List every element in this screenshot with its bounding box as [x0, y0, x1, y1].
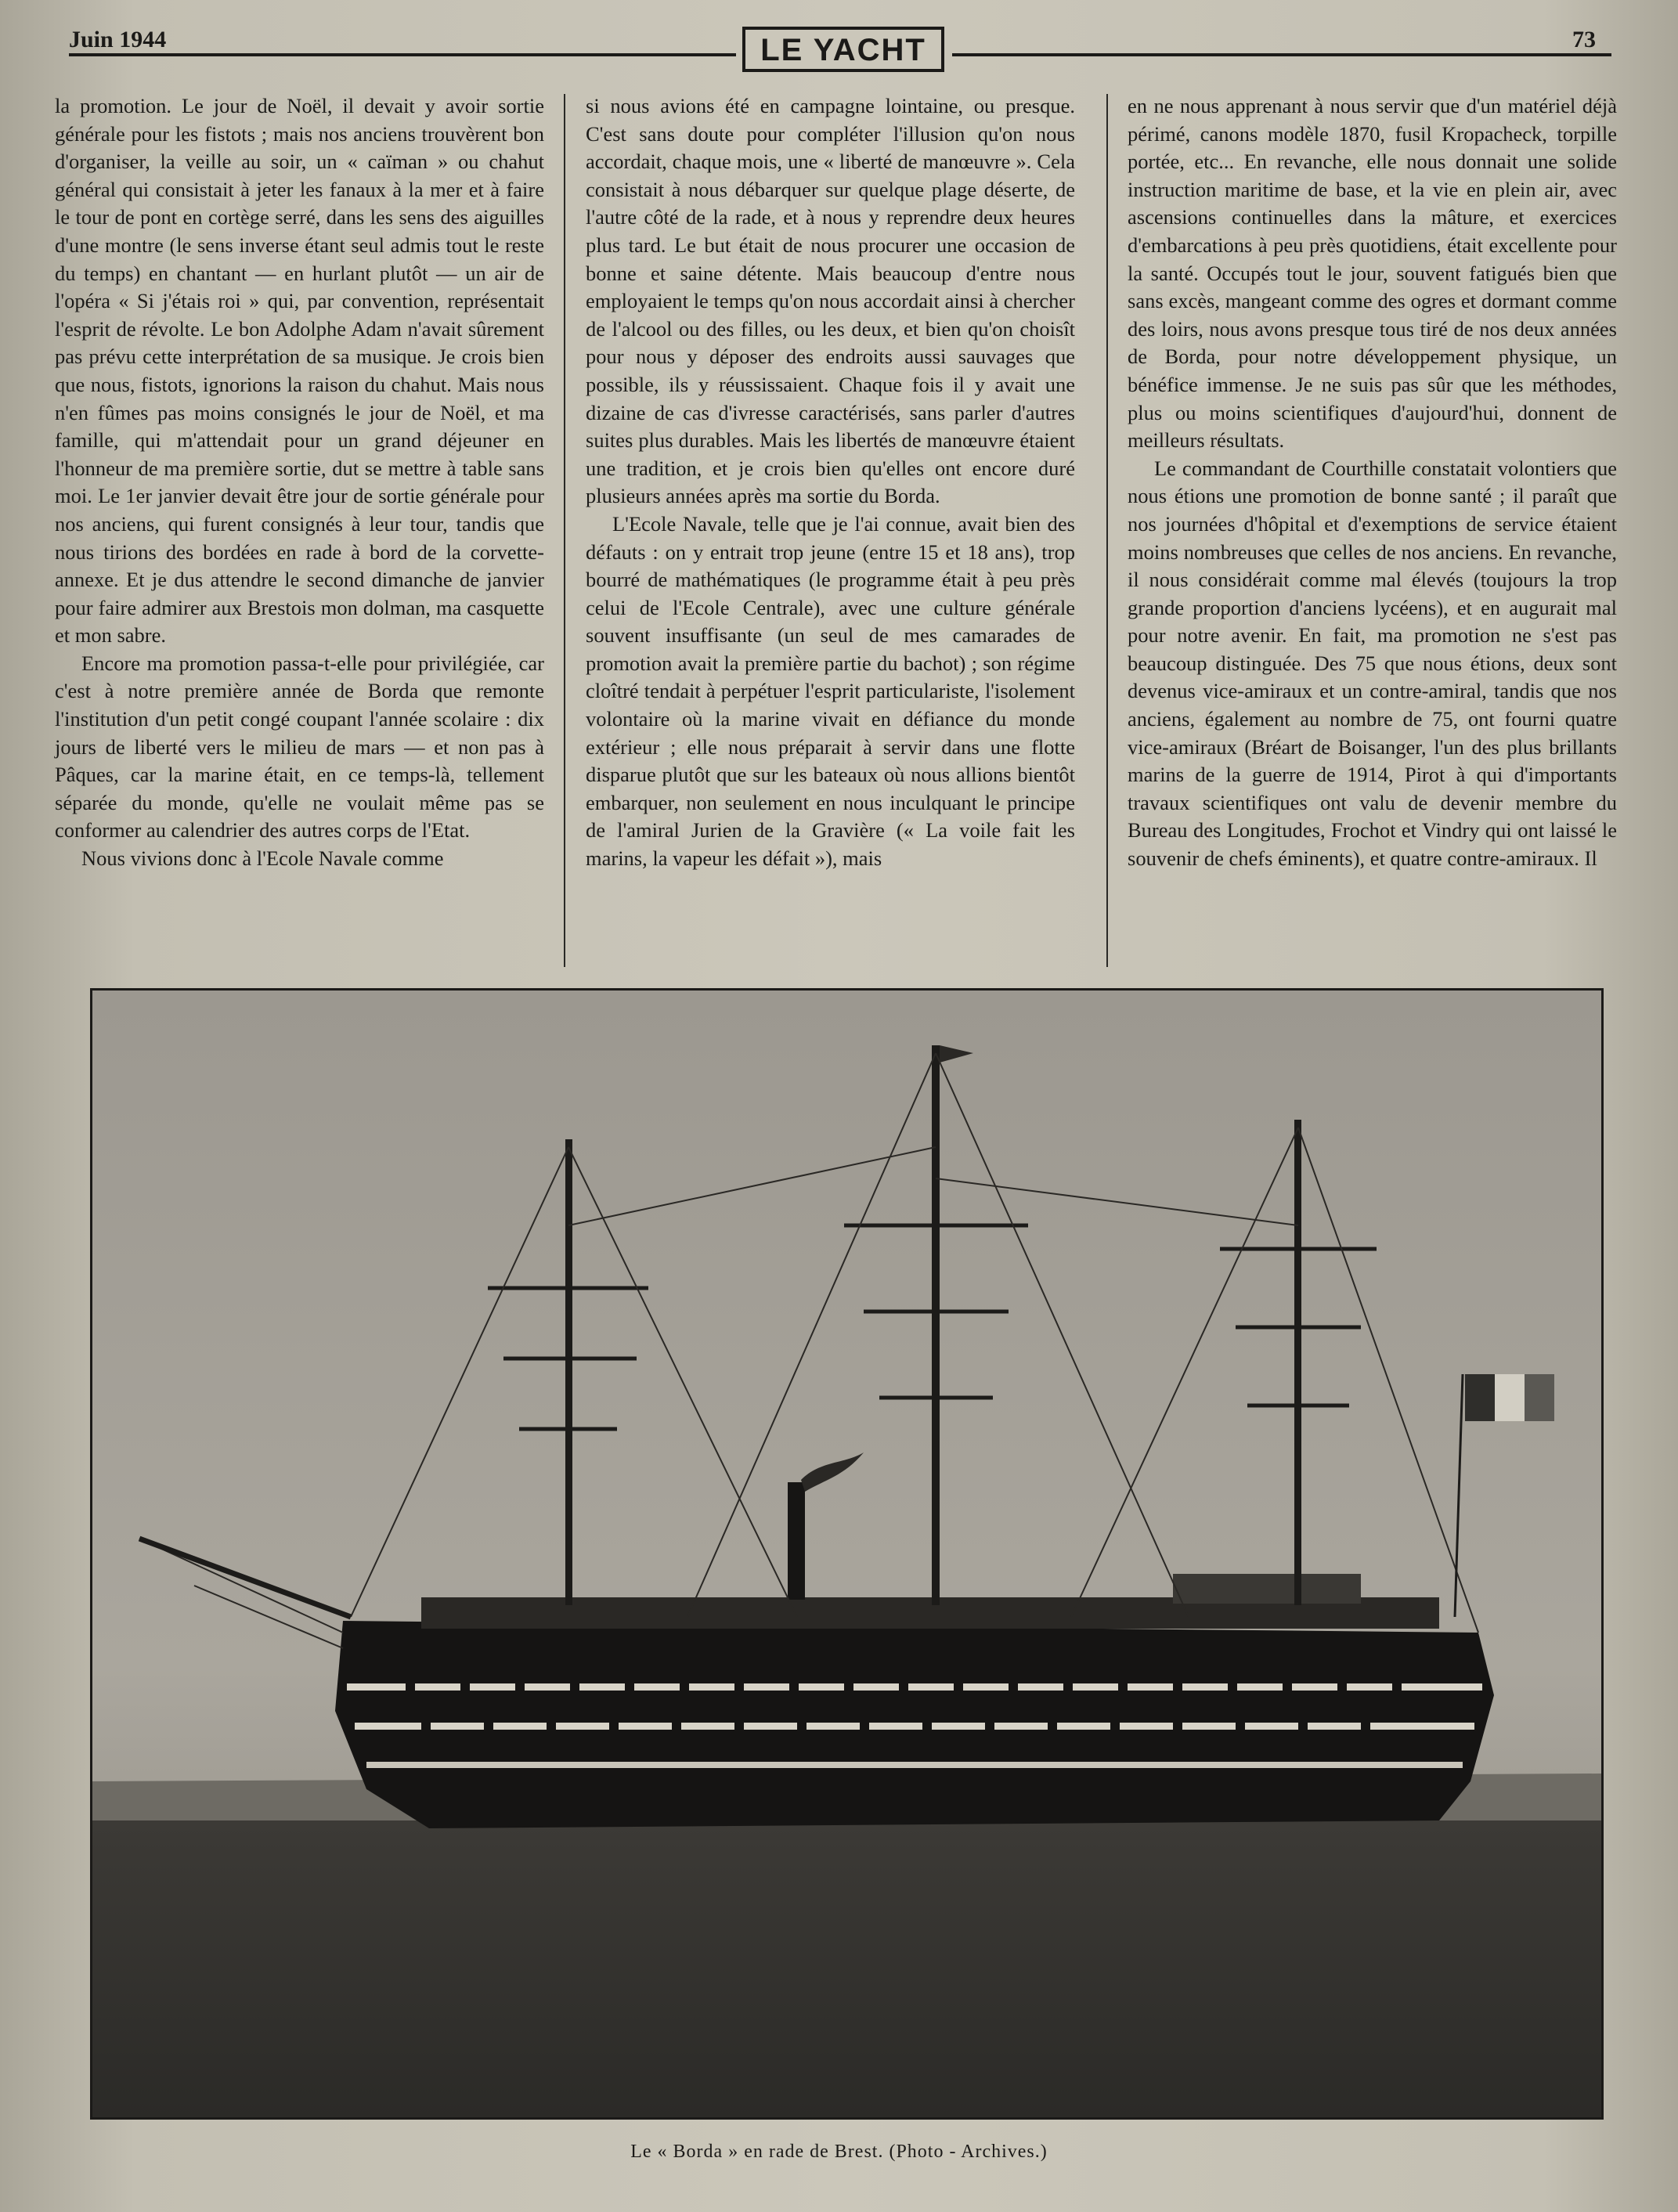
column-divider: [1106, 94, 1108, 967]
header-rule-right: [952, 53, 1611, 56]
paragraph: Nous vivions donc à l'Ecole Navale comme: [81, 846, 444, 871]
paragraph: Le commandant de Courthille constatait volontiers que nous étions une promotion de bonne santé ; il paraît que nos journées d'hôpital et d'exemptions de service étaient moins nombreuses que celles de nos anciens. En revanche, il nous considérait comme mal élevés (toujours la trop grande proportion d'anciens lycéens), et en augurait mal pour notre avenir. En fait, ma promotion ne s'est pas beaucoup distinguée. Des 75 que nous étions, deux sont devenus vice-amiraux et un contre-amiral, tandis que nos anciens, également au nombre de 75, ont fourni quatre vice-amiraux (Bréart de Boisanger, l'un des plus brillants marins de la guerre de 1914, Pirot à qui d'importants travaux scientifiques ont valu de devenir membre du Bureau des Longitudes, Frochot et Vindry qui ont laissé le souvenir de chefs éminents), et quatre contre-amiraux. Il: [1128, 456, 1617, 871]
masthead-title: LE YACHT: [742, 27, 944, 72]
photo-caption: Le « Borda » en rade de Brest. (Photo - Archives.): [630, 2142, 1048, 2162]
paragraph: Encore ma promotion passa-t-elle pour privilégiée, car c'est à notre première année de Borda que remonte l'institution d'un petit congé coupant l'année scolaire : dix jours de liberté vers le milieu de mars — et non pas à Pâques, car la marine était, en ce temps-là, tellement séparée du monde, qu'elle ne voulait même pas se conformer au calendrier des autres corps de l'Etat.: [55, 651, 544, 843]
article-column-2: [586, 92, 1075, 873]
stern-flag: [1465, 1374, 1554, 1421]
paragraph: L'Ecole Navale, telle que je l'ai connue, avait bien des défauts : on y entrait trop jeune (entre 15 et 18 ans), trop bourré de mathématiques (le programme était à peu près celui de l'Ecole Centrale), avec une culture générale souvent insuffisante (un seul de mes camarades de promotion avait la première partie du bachot) ; son régime cloîtré tendait à perpétuer l'esprit particulariste, l'isolement volontaire où la marine vivait en défiance du monde extérieur ; elle nous préparait à servir dans une flotte disparue plutôt que sur les bateaux où nous allions bientôt embarquer, non seulement en nous inculquant le principe de l'amiral Jurien de la Gravière (« La voile fait les marins, la vapeur les défait »), mais: [586, 511, 1075, 871]
paragraph: la promotion. Le jour de Noël, il devait y avoir sortie générale pour les fistots ; mais nos anciens trouvèrent bon d'organiser, la veille au soir, un « caïman » ou chahut général qui consistait à jeter les fanaux à la mer et à faire le tour de pont en cortège serré, dans les sens des aiguilles d'une montre (le sens inverse étant seul admis tout le reste du temps) en chantant — en hurlant plutôt — un air de l'opéra « Si j'étais roi » qui, par convention, représentait l'esprit de révolte. Le bon Adolphe Adam n'avait sûrement pas prévu cette interprétation de sa musique. Je crois bien que nous, fistots, ignorions la raison du chahut. Mais nous n'en fûmes pas moins consignés le jour de Noël, et ma famille, qui m'attendait pour un grand déjeuner en l'honneur de ma première sortie, dut se mettre à table sans moi. Le 1er janvier devait être jour de sortie générale pour nos anciens, qui furent consignés à leur tour, tandis que nous tirions des bordées en rade à bord de la corvette-annexe. Et je dus attendre le second dimanche de janvier pour faire admirer aux Brestois mon dolman, ma casquette et mon sabre.: [55, 94, 544, 648]
ship-photograph: [90, 988, 1604, 2120]
column-divider: [564, 94, 565, 967]
article-column-1: [55, 92, 544, 873]
issue-date: Juin 1944: [69, 27, 167, 52]
page-number: 73: [1572, 27, 1596, 52]
borda-ship-illustration: [92, 991, 1601, 2117]
header-rule-left: [69, 53, 736, 56]
paragraph: en ne nous apprenant à nous servir que d'un matériel déjà périmé, canons modèle 1870, fusil Kropacheck, torpille portée, etc... En revanche, elle nous donnait une solide instruction maritime de base, et la vie en plein air, avec ascensions continuelles dans la mâture, et exercices d'embarcations à peu près quotidiens, était excellente pour la santé. Occupés tout le jour, souvent fatigués bien que sans excès, mangeant comme des ogres et dormant comme des loirs, nous avons presque tous tiré de nos deux années de Borda, pour notre développement physique, un bénéfice immense. Je ne suis pas sûr que les méthodes, plus ou moins scientifiques d'aujourd'hui, donnent de meilleurs résultats.: [1128, 94, 1617, 453]
page-header: [69, 22, 1611, 78]
article-column-3: [1128, 92, 1617, 873]
paragraph: si nous avions été en campagne lointaine, ou presque. C'est sans doute pour compléter l'illusion qu'on nous accordait, chaque mois, une « liberté de manœuvre ». Cela consistait à nous débarquer sur quelque plage déserte, de l'autre côté de la rade, et à nous y reprendre deux heures plus tard. Le but était de nous procurer une occasion de bonne et saine détente. Mais beaucoup d'entre nous employaient le temps qu'on nous accordait ainsi à chercher de l'alcool ou des filles, ou les deux, et bien qu'on choisît pour nous y déposer des endroits aussi sauvages que possible, ils y réussissaient. Chaque fois il y avait une dizaine de cas d'ivresse caractérisés, sans parler d'autres suites plus durables. Mais les libertés de manœuvre étaient une tradition, et je crois bien qu'elles ont encore duré plusieurs années après ma sortie du Borda.: [586, 94, 1075, 508]
